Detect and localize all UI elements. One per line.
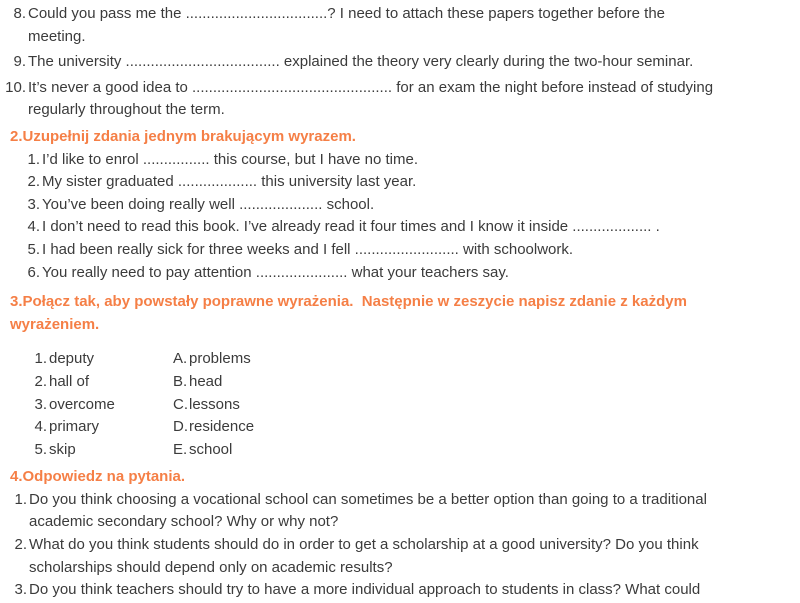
match-number: 5. — [34, 440, 47, 458]
item-number: 1. — [27, 150, 40, 168]
item-line: scholarships should depend only on academic results? — [29, 558, 393, 576]
match-left-word: deputy — [49, 350, 95, 368]
item-number: 9. — [13, 53, 26, 71]
item-text — [40, 171, 800, 194]
list-item-4 — [0, 216, 800, 239]
match-left-word: primary — [49, 418, 100, 436]
match-pair-row — [0, 371, 800, 394]
exercise-3-matching-list — [0, 348, 800, 461]
item-number: 2. — [27, 173, 40, 191]
item-line: The university ..................................... explained the theory very clearly during the two-hour seminar. — [28, 53, 694, 71]
item-line: You’ve been doing really well .................... school. — [42, 195, 375, 213]
match-letter: A. — [173, 350, 188, 368]
item-line: I’d like to enrol ................ this course, but I have no time. — [42, 150, 419, 168]
match-left-word: hall of — [49, 372, 90, 390]
exercise-2-heading — [0, 126, 780, 149]
exercise-2-list — [0, 149, 800, 285]
item-line: academic secondary school? Why or why not? — [29, 513, 339, 531]
item-number: 3. — [14, 581, 27, 599]
item-number: 4. — [27, 218, 40, 236]
item-line: It’s never a good idea to ................................................ for an exam the night before instead of studying — [28, 78, 714, 96]
item-number: 2. — [14, 536, 27, 554]
list-item-10 — [0, 77, 800, 122]
item-line: What do you think students should do in order to get a scholarship at a good university? Do you think — [29, 536, 699, 554]
worksheet-page — [0, 3, 800, 603]
exercise-4-list — [0, 489, 800, 602]
list-item-2 — [0, 171, 800, 194]
match-letter: E. — [173, 440, 188, 458]
match-pair-row — [0, 394, 800, 417]
item-line: I don’t need to read this book. I’ve already read it four times and I know it inside ................... . — [42, 218, 660, 236]
heading-line: 4.Odpowiedz na pytania. — [10, 468, 186, 486]
item-text — [26, 77, 800, 122]
match-pair-row — [0, 348, 800, 371]
heading-line: 2.Uzupełnij zdania jednym brakującym wyrazem. — [10, 127, 356, 145]
exercise-4-heading — [0, 466, 780, 489]
item-line: Could you pass me the ..................................? I need to attach these papers together before the — [28, 5, 666, 22]
item-text — [40, 149, 800, 172]
item-number: 8. — [13, 5, 26, 22]
exercise-1-list — [0, 3, 800, 122]
list-item-1 — [0, 489, 800, 534]
heading-line: wyrażeniem. — [10, 315, 100, 333]
item-text — [40, 194, 800, 217]
item-line: Do you think teachers should try to have a more individual approach to students in class? What could — [29, 581, 701, 599]
item-number: 5. — [27, 240, 40, 258]
match-number: 2. — [34, 372, 47, 390]
match-number: 3. — [34, 395, 47, 413]
item-line: You really need to pay attention ...................... what your teachers say. — [42, 263, 509, 281]
match-pair-row — [0, 416, 800, 439]
list-item-6 — [0, 262, 800, 285]
list-item-2 — [0, 534, 800, 579]
match-left-word: overcome — [49, 395, 115, 413]
match-right-word: problems — [189, 350, 251, 368]
match-right-word: school — [189, 440, 233, 458]
item-text — [27, 579, 800, 602]
match-right-word: residence — [189, 418, 255, 436]
item-text — [40, 239, 800, 262]
item-line: I had been really sick for three weeks and I fell ......................... with schoolwork. — [42, 240, 574, 258]
match-letter: B. — [173, 372, 188, 390]
item-line: Do you think choosing a vocational school can sometimes be a better option than going to a traditional — [29, 490, 707, 508]
item-text — [26, 3, 800, 48]
item-line: My sister graduated ................... this university last year. — [42, 173, 417, 191]
item-text — [27, 489, 800, 534]
list-item-3 — [0, 194, 800, 217]
list-item-9 — [0, 51, 800, 74]
match-number: 1. — [34, 350, 47, 368]
item-number: 3. — [27, 195, 40, 213]
item-number: 10. — [5, 78, 26, 96]
item-number: 1. — [14, 490, 27, 508]
match-letter: C. — [173, 395, 188, 413]
item-text — [26, 51, 800, 74]
match-pair-row — [0, 439, 800, 462]
item-number: 6. — [27, 263, 40, 281]
item-text — [27, 534, 800, 579]
exercise-3-heading — [0, 291, 780, 336]
item-line: regularly throughout the term. — [28, 101, 225, 119]
list-item-3 — [0, 579, 800, 602]
item-text — [40, 262, 800, 285]
heading-line: 3.Połącz tak, aby powstały poprawne wyrażenia. Następnie w zeszycie napisz zdanie z każdym — [10, 293, 687, 311]
list-item-1 — [0, 149, 800, 172]
list-item-8 — [0, 3, 800, 48]
match-left-word: skip — [49, 440, 76, 458]
match-right-word: lessons — [189, 395, 240, 413]
match-right-word: head — [189, 372, 223, 390]
list-item-5 — [0, 239, 800, 262]
item-text — [40, 216, 800, 239]
match-letter: D. — [173, 418, 188, 436]
item-line: meeting. — [28, 27, 86, 45]
match-number: 4. — [34, 418, 47, 436]
